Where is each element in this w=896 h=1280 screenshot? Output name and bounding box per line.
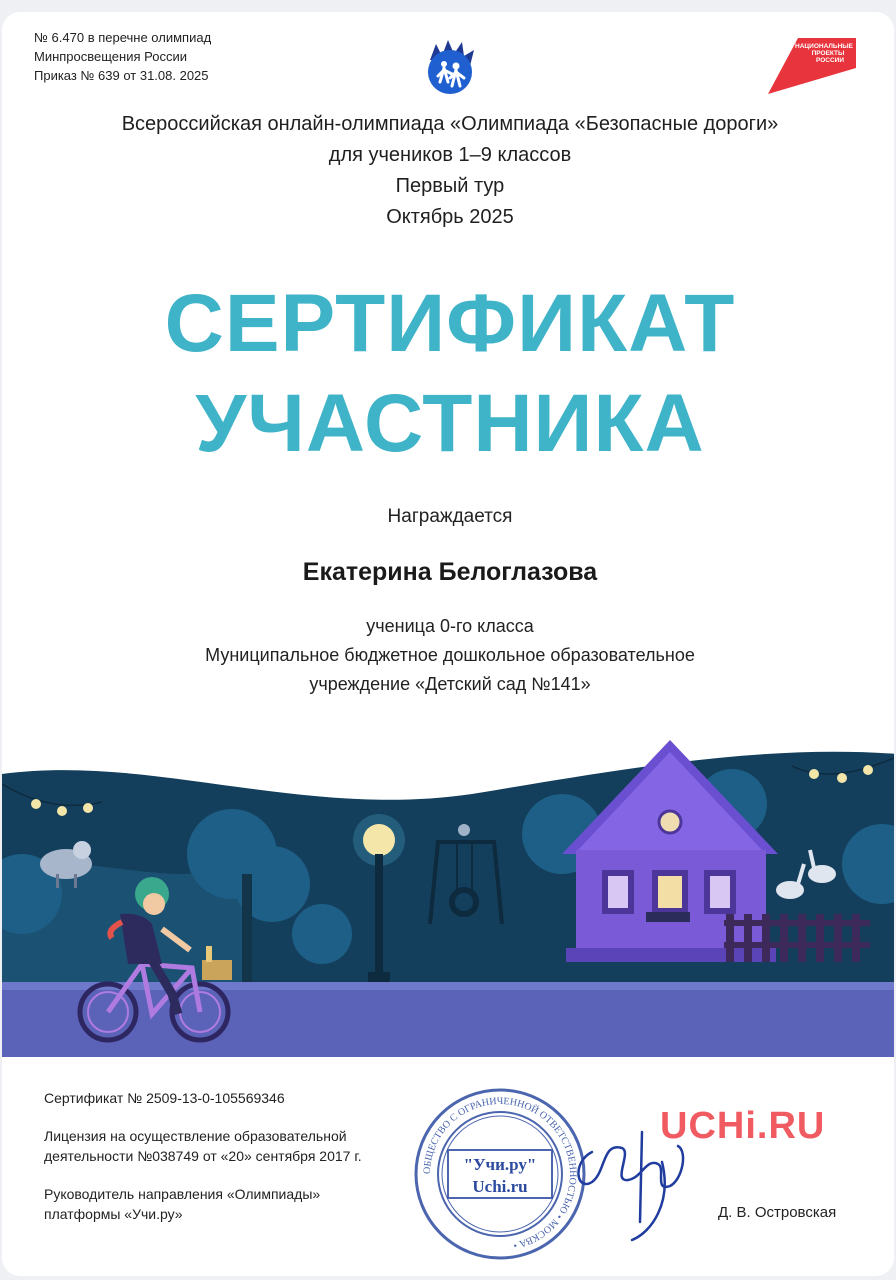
stamp-ring-text: ОБЩЕСТВО С ОГРАНИЧЕННОЙ ОТВЕТСТВЕННОСТЬЮ • МОСКВА • bbox=[421, 1095, 579, 1251]
head-title-line-2: платформы «Учи.ру» bbox=[44, 1206, 183, 1222]
certificate-footer-info bbox=[44, 1088, 362, 1242]
recipient-details bbox=[2, 612, 894, 699]
signer-name: Д. В. Островская bbox=[718, 1204, 837, 1221]
night-street-illustration bbox=[2, 724, 894, 1057]
recipient-name: Екатерина Белоглазова bbox=[302, 558, 598, 586]
uchi-ru-logo: UCHi.RU bbox=[660, 1105, 826, 1147]
olympiad-grades: для учеников 1–9 классов bbox=[328, 144, 572, 166]
head-title-line-1: Руководитель направления «Олимпиады» bbox=[44, 1186, 321, 1202]
certificate-title bbox=[2, 274, 894, 474]
olympiad-order-info bbox=[34, 28, 211, 85]
np-logo-line-2: ПРОЕКТЫ bbox=[811, 50, 845, 57]
school-line-2: учреждение «Детский сад №141» bbox=[309, 674, 591, 694]
olympiad-name: Всероссийская онлайн-олимпиада «Олимпиада «Безопасные дороги» bbox=[121, 113, 779, 135]
order-line-1: № 6.470 в перечне олимпиад bbox=[34, 30, 212, 45]
np-logo-line-3: РОССИИ bbox=[815, 57, 845, 64]
olympiad-round: Первый тур bbox=[395, 175, 505, 197]
certificate-number: Сертификат № 2509-13-0-105569346 bbox=[44, 1090, 285, 1106]
awarded-label: Награждается bbox=[387, 506, 513, 527]
olympiad-header bbox=[2, 109, 894, 233]
recipient-grade: ученица 0-го класса bbox=[366, 616, 534, 636]
national-projects-logo bbox=[768, 38, 856, 94]
olympiad-date: Октябрь 2025 bbox=[386, 206, 514, 228]
certificate-page bbox=[2, 12, 894, 1276]
title-line-2: УЧАСТНИКА bbox=[195, 378, 705, 469]
family-road-safety-icon bbox=[422, 38, 478, 98]
stamp-brand-ru: "Учи.ру" bbox=[463, 1155, 537, 1174]
company-stamp bbox=[414, 1088, 586, 1260]
stamp-brand-en: Uchi.ru bbox=[472, 1177, 528, 1196]
title-line-1: СЕРТИФИКАТ bbox=[164, 278, 736, 369]
order-line-2: Минпросвещения России bbox=[34, 49, 187, 64]
order-line-3: Приказ № 639 от 31.08. 2025 bbox=[34, 68, 209, 83]
license-line-1: Лицензия на осуществление образовательной bbox=[44, 1128, 347, 1144]
np-logo-line-1: НАЦИОНАЛЬНЫЕ bbox=[795, 43, 853, 50]
school-line-1: Муниципальное бюджетное дошкольное образовательное bbox=[205, 645, 695, 665]
license-line-2: деятельности №038749 от «20» сентября 2017 г. bbox=[44, 1148, 362, 1164]
